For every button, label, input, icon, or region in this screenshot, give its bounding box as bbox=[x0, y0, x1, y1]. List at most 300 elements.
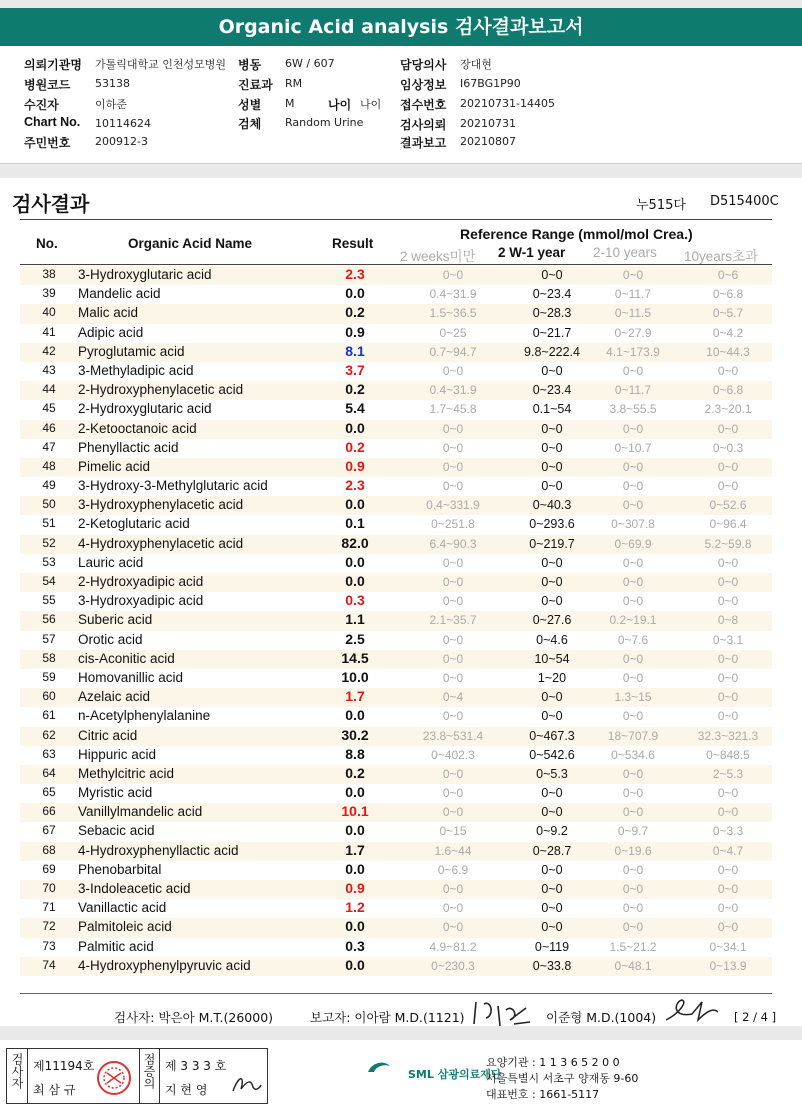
row-no: 73 bbox=[42, 938, 56, 953]
header-ref-col-4: 10years초과 bbox=[684, 249, 759, 264]
row-no: 50 bbox=[42, 497, 56, 512]
row-ref-2w-1y: 0~40.3 bbox=[532, 498, 572, 513]
row-ref-under-2w: 0~0 bbox=[442, 459, 464, 474]
row-ref-2w-1y: 0~0 bbox=[541, 805, 563, 820]
license-name-2: 지 현 영 bbox=[165, 1083, 208, 1097]
row-ref-under-2w: 0~0 bbox=[442, 709, 464, 724]
table-row bbox=[20, 343, 772, 362]
row-result: 0.2 bbox=[345, 304, 365, 321]
license-signature-icon bbox=[229, 1071, 263, 1097]
report-label: 결과보고 bbox=[400, 136, 447, 150]
row-acid-name: 3-Hydroxy-3-Methylglutaric acid bbox=[78, 478, 268, 494]
table-row bbox=[20, 842, 772, 861]
row-acid-name: 3-Indoleacetic acid bbox=[78, 881, 191, 896]
title-ko: 검사결과보고서 bbox=[454, 16, 584, 38]
row-ref-under-2w: 0~25 bbox=[439, 325, 467, 340]
reporter2-signature-icon bbox=[662, 996, 722, 1026]
table-row bbox=[20, 400, 772, 419]
table-row bbox=[20, 381, 772, 400]
table-row bbox=[20, 669, 772, 688]
clinical-label: 임상정보 bbox=[400, 78, 447, 92]
row-result: 2.5 bbox=[345, 630, 365, 647]
row-no: 59 bbox=[42, 669, 56, 684]
row-result: 2.3 bbox=[345, 477, 365, 494]
table-row bbox=[20, 592, 772, 611]
row-ref-2w-1y: 0~28.3 bbox=[532, 306, 572, 321]
row-ref-under-2w: 23.8~531.4 bbox=[422, 728, 484, 743]
row-acid-name: Vanillylmandelic acid bbox=[78, 804, 203, 820]
collector-value: 이하준 bbox=[95, 98, 127, 111]
reporter2-value: 이준형 M.D.(1004) bbox=[546, 1010, 657, 1025]
row-no: 65 bbox=[42, 785, 56, 800]
row-ref-2w-1y: 0~9.2 bbox=[536, 824, 568, 839]
row-ref-2w-1y: 0~0 bbox=[541, 862, 563, 877]
dept-label: 진료과 bbox=[238, 78, 273, 92]
row-no: 57 bbox=[42, 631, 56, 646]
sex-value: M bbox=[285, 97, 295, 110]
row-ref-2w-1y: 0~0 bbox=[541, 268, 563, 282]
row-ref-over-10y: 0~0 bbox=[717, 670, 739, 685]
row-ref-under-2w: 0~4 bbox=[442, 690, 464, 705]
row-ref-2w-1y: 0~0 bbox=[541, 421, 563, 436]
row-acid-name: Mandelic acid bbox=[78, 286, 161, 302]
specimen-label: 검체 bbox=[238, 117, 262, 131]
row-no: 41 bbox=[42, 324, 56, 339]
rrn-value: 200912-3 bbox=[95, 135, 148, 148]
row-ref-over-10y: 0~6 bbox=[717, 268, 739, 282]
row-ref-2w-1y: 0~28.7 bbox=[532, 843, 572, 858]
row-result: 0.3 bbox=[345, 937, 365, 954]
row-result: 0.3 bbox=[345, 592, 365, 609]
chart-value: 10114624 bbox=[95, 117, 151, 130]
table-row bbox=[20, 362, 772, 381]
table-row bbox=[20, 266, 772, 285]
row-ref-over-10y: 0~0 bbox=[717, 882, 739, 896]
row-ref-over-10y: 0~0 bbox=[717, 575, 739, 589]
page-number: [ 2 / 4 ] bbox=[734, 1010, 777, 1024]
row-acid-name: 4-Hydroxyphenylpyruvic acid bbox=[78, 957, 251, 973]
row-ref-over-10y: 2~5.3 bbox=[712, 766, 744, 781]
table-row bbox=[20, 688, 772, 707]
row-ref-over-10y: 0~0 bbox=[717, 862, 739, 877]
row-ref-2w-1y: 0~0 bbox=[541, 363, 563, 378]
row-no: 56 bbox=[42, 612, 56, 627]
tester-value: 박은아 M.T.(26000) bbox=[158, 1010, 274, 1025]
row-ref-2-10y: 0~0 bbox=[622, 498, 644, 513]
row-acid-name: 3-Hydroxyglutaric acid bbox=[78, 267, 212, 282]
row-ref-2-10y: 0.2~19.1 bbox=[609, 613, 657, 628]
header-reference-range: Reference Range (mmol/mol Crea.) bbox=[460, 226, 693, 242]
row-ref-under-2w: 0.4~31.9 bbox=[429, 287, 477, 302]
hospcode-label: 병원코드 bbox=[24, 78, 71, 92]
row-ref-under-2w: 1.6~44 bbox=[434, 843, 472, 858]
row-acid-name: Adipic acid bbox=[78, 324, 144, 340]
row-ref-over-10y: 0~0 bbox=[717, 805, 739, 820]
row-result: 1.7 bbox=[345, 688, 365, 705]
row-ref-2-10y: 1.3~15 bbox=[614, 690, 652, 705]
header-name: Organic Acid Name bbox=[128, 236, 253, 251]
table-row bbox=[20, 899, 772, 918]
row-no: 74 bbox=[42, 957, 56, 972]
row-result: 0.1 bbox=[345, 515, 365, 532]
row-acid-name: 4-Hydroxyphenyllactic acid bbox=[78, 842, 239, 858]
row-ref-under-2w: 0~0 bbox=[442, 632, 464, 647]
header-divider-top bbox=[20, 219, 772, 220]
row-ref-under-2w: 0~0 bbox=[442, 805, 464, 820]
results-table-body bbox=[20, 266, 772, 976]
license-divider bbox=[27, 1049, 28, 1103]
row-ref-under-2w: 0~0 bbox=[442, 268, 464, 282]
patient-info bbox=[0, 46, 802, 164]
row-ref-over-10y: 0~0 bbox=[717, 594, 739, 609]
row-no: 58 bbox=[42, 650, 56, 665]
row-ref-over-10y: 0~3.1 bbox=[712, 632, 744, 647]
row-ref-over-10y: 0~0 bbox=[717, 920, 739, 935]
row-ref-2w-1y: 0~293.6 bbox=[529, 517, 575, 532]
row-acid-name: 2-Ketooctanoic acid bbox=[78, 420, 197, 436]
row-acid-name: 2-Hydroxyglutaric acid bbox=[78, 401, 212, 417]
row-ref-2-10y: 0~0 bbox=[622, 594, 644, 609]
row-result: 82.0 bbox=[341, 534, 369, 551]
table-row bbox=[20, 765, 772, 784]
row-ref-2w-1y: 0.1~54 bbox=[532, 402, 572, 417]
report-title-bar bbox=[0, 8, 802, 46]
row-no: 72 bbox=[42, 919, 56, 934]
age-label: 나이 bbox=[328, 98, 352, 112]
row-acid-name: 2-Hydroxyadipic acid bbox=[78, 574, 204, 589]
row-no: 64 bbox=[42, 765, 56, 780]
table-row bbox=[20, 861, 772, 880]
dept-value: RM bbox=[285, 77, 303, 90]
row-ref-2-10y: 0~307.8 bbox=[611, 517, 655, 532]
row-ref-under-2w: 0~0 bbox=[442, 901, 464, 916]
result-code-1: 누515다 bbox=[636, 198, 686, 213]
row-ref-2-10y: 0~534.6 bbox=[611, 747, 655, 762]
row-result: 0.9 bbox=[345, 323, 365, 340]
row-result: 0.0 bbox=[345, 784, 365, 801]
row-ref-under-2w: 0~0 bbox=[442, 421, 464, 436]
request-label: 검사의뢰 bbox=[400, 118, 447, 132]
row-ref-2-10y: 0~0 bbox=[622, 651, 644, 666]
results-section bbox=[0, 178, 802, 1026]
row-ref-under-2w: 0.4~31.9 bbox=[429, 383, 477, 398]
row-ref-2w-1y: 0~0 bbox=[541, 594, 563, 609]
row-ref-over-10y: 0~0 bbox=[717, 555, 739, 570]
row-ref-2-10y: 0~27.9 bbox=[614, 325, 652, 340]
row-result: 0.0 bbox=[345, 918, 365, 935]
row-acid-name: Pyroglutamic acid bbox=[78, 343, 185, 359]
table-row bbox=[20, 285, 772, 304]
row-result: 0.0 bbox=[345, 956, 365, 973]
table-row bbox=[20, 707, 772, 726]
row-ref-2-10y: 0~0 bbox=[622, 459, 644, 474]
tester-label: 검사자: bbox=[114, 1010, 155, 1025]
row-ref-2-10y: 0~0 bbox=[622, 709, 644, 724]
row-acid-name: 2-Ketoglutaric acid bbox=[78, 516, 190, 532]
row-ref-2w-1y: 0~0 bbox=[541, 575, 563, 589]
row-result: 1.7 bbox=[345, 841, 365, 858]
section-title: 검사결과 bbox=[12, 192, 90, 216]
row-ref-under-2w: 0~0 bbox=[442, 670, 464, 685]
hospital-label: 의뢰기관명 bbox=[24, 58, 82, 72]
row-result: 8.8 bbox=[345, 745, 365, 762]
row-ref-2-10y: 0~0 bbox=[622, 479, 644, 494]
row-ref-under-2w: 4.9~81.2 bbox=[429, 939, 477, 954]
license-no-2: 제 3 3 3 호 bbox=[165, 1059, 227, 1073]
license-name-1: 최 삼 규 bbox=[33, 1083, 76, 1097]
row-result: 0.2 bbox=[345, 438, 365, 455]
row-ref-2w-1y: 0~119 bbox=[534, 939, 570, 954]
row-ref-2w-1y: 9.8~222.4 bbox=[524, 344, 580, 359]
row-acid-name: Pimelic acid bbox=[78, 458, 151, 474]
doctor-value: 장대현 bbox=[460, 58, 492, 71]
row-acid-name: 3-Hydroxyadipic acid bbox=[78, 593, 204, 609]
row-ref-2-10y: 4.1~173.9 bbox=[606, 344, 660, 359]
row-result: 8.1 bbox=[345, 342, 365, 359]
row-acid-name: Vanillactic acid bbox=[78, 900, 167, 916]
license-vertical-2: 점증의 bbox=[142, 1053, 156, 1089]
row-ref-over-10y: 0~52.6 bbox=[709, 498, 747, 513]
row-no: 68 bbox=[42, 842, 56, 857]
table-row bbox=[20, 727, 772, 746]
row-acid-name: Malic acid bbox=[78, 305, 139, 321]
row-no: 47 bbox=[42, 439, 56, 454]
row-acid-name: Lauric acid bbox=[78, 554, 144, 570]
table-row bbox=[20, 304, 772, 323]
hospcode-value: 53138 bbox=[95, 77, 130, 90]
row-ref-2w-1y: 0~0 bbox=[541, 920, 563, 935]
row-ref-2-10y: 3.8~55.5 bbox=[609, 402, 657, 417]
receipt-label: 접수번호 bbox=[400, 98, 447, 112]
row-result: 14.5 bbox=[341, 649, 369, 666]
row-ref-over-10y: 0~4.2 bbox=[712, 325, 744, 340]
row-ref-2w-1y: 0~542.6 bbox=[529, 747, 575, 762]
row-ref-2-10y: 0~10.7 bbox=[614, 440, 652, 455]
row-ref-over-10y: 0~34.1 bbox=[709, 939, 747, 954]
row-ref-2-10y: 0~0 bbox=[622, 882, 644, 896]
row-ref-over-10y: 0~0 bbox=[717, 421, 739, 436]
row-ref-2w-1y: 10~54 bbox=[534, 651, 570, 666]
row-ref-over-10y: 0~848.5 bbox=[706, 747, 750, 762]
row-ref-2-10y: 18~707.9 bbox=[607, 728, 659, 743]
row-no: 55 bbox=[42, 593, 56, 608]
row-result: 0.2 bbox=[345, 381, 365, 398]
row-ref-2-10y: 0~0 bbox=[622, 421, 644, 436]
row-ref-over-10y: 0~0 bbox=[717, 690, 739, 705]
row-result: 0.0 bbox=[345, 285, 365, 302]
row-no: 70 bbox=[42, 881, 56, 895]
row-result: 0.0 bbox=[345, 822, 365, 839]
row-ref-over-10y: 2.3~20.1 bbox=[704, 402, 752, 417]
sml-logo-icon bbox=[366, 1060, 412, 1082]
table-row bbox=[20, 611, 772, 630]
row-no: 71 bbox=[42, 900, 56, 915]
row-ref-over-10y: 0~0 bbox=[717, 651, 739, 666]
row-result: 1.2 bbox=[345, 899, 365, 916]
chart-label: Chart No. bbox=[24, 115, 81, 129]
row-result: 0.0 bbox=[345, 419, 365, 436]
row-no: 43 bbox=[42, 362, 56, 377]
table-row bbox=[20, 957, 772, 976]
row-acid-name: cis-Aconitic acid bbox=[78, 650, 175, 666]
row-ref-under-2w: 0~0 bbox=[442, 555, 464, 570]
row-no: 38 bbox=[42, 267, 56, 281]
row-result: 0.0 bbox=[345, 707, 365, 724]
row-acid-name: 3-Methyladipic acid bbox=[78, 362, 194, 378]
row-ref-2w-1y: 0~23.4 bbox=[532, 383, 572, 398]
row-no: 54 bbox=[42, 574, 56, 588]
row-ref-2-10y: 0~0 bbox=[622, 805, 644, 820]
row-ref-2w-1y: 0~27.6 bbox=[532, 613, 572, 628]
row-ref-2-10y: 0~11.5 bbox=[614, 306, 652, 321]
table-row bbox=[20, 822, 772, 841]
row-ref-2-10y: 0~0 bbox=[622, 920, 644, 935]
row-acid-name: 3-Hydroxyphenylacetic acid bbox=[78, 497, 244, 513]
row-ref-over-10y: 0~0 bbox=[717, 786, 739, 801]
row-ref-over-10y: 0~0 bbox=[717, 363, 739, 378]
tester-signoff bbox=[114, 1008, 273, 1026]
table-row bbox=[20, 515, 772, 534]
table-row bbox=[20, 803, 772, 822]
row-acid-name: Myristic acid bbox=[78, 785, 153, 801]
row-ref-under-2w: 0~251.8 bbox=[431, 517, 475, 532]
row-acid-name: n-Acetylphenylalanine bbox=[78, 708, 211, 724]
row-acid-name: Phenyllactic acid bbox=[78, 439, 179, 455]
report-value: 20210807 bbox=[460, 135, 516, 148]
row-ref-under-2w: 0~0 bbox=[442, 651, 464, 666]
row-no: 60 bbox=[42, 689, 56, 704]
row-ref-2-10y: 0~11.7 bbox=[614, 287, 652, 302]
hospital-value: 가톨릭대학교 인천성모병원 bbox=[95, 58, 227, 71]
row-acid-name: 2-Hydroxyphenylacetic acid bbox=[78, 382, 244, 398]
row-no: 67 bbox=[42, 823, 56, 838]
row-result: 0.0 bbox=[345, 860, 365, 877]
table-row bbox=[20, 535, 772, 554]
table-row bbox=[20, 880, 772, 899]
row-result: 0.2 bbox=[345, 764, 365, 781]
row-ref-2-10y: 0~48.1 bbox=[614, 958, 652, 973]
row-ref-over-10y: 0~6.8 bbox=[712, 287, 744, 302]
row-result: 30.2 bbox=[341, 726, 369, 743]
row-no: 45 bbox=[42, 401, 56, 416]
row-ref-2w-1y: 0~4.6 bbox=[536, 632, 568, 647]
institution-code: 요양기관 : 1 1 3 6 5 2 0 0 bbox=[486, 1056, 620, 1069]
row-ref-under-2w: 0.7~94.7 bbox=[429, 344, 477, 359]
request-value: 20210731 bbox=[460, 117, 516, 130]
row-no: 51 bbox=[42, 516, 56, 531]
row-result: 10.1 bbox=[341, 803, 369, 820]
row-no: 52 bbox=[42, 535, 56, 550]
header-ref-col-2: 2 W-1 year bbox=[498, 245, 566, 260]
table-row bbox=[20, 439, 772, 458]
row-no: 66 bbox=[42, 804, 56, 819]
row-result: 0.9 bbox=[345, 457, 365, 474]
header-ref-col-3: 2-10 years bbox=[593, 245, 657, 260]
result-code-2: D515400C bbox=[710, 194, 779, 209]
table-row bbox=[20, 938, 772, 957]
row-ref-under-2w: 6.4~90.3 bbox=[429, 536, 477, 551]
row-ref-under-2w: 0~0 bbox=[442, 479, 464, 494]
row-ref-2-10y: 0~0 bbox=[622, 575, 644, 589]
table-row bbox=[20, 573, 772, 592]
row-ref-2-10y: 1.5~21.2 bbox=[609, 939, 657, 954]
row-ref-under-2w: 1.5~36.5 bbox=[429, 306, 477, 321]
row-ref-2-10y: 0~69.9 bbox=[614, 536, 652, 551]
row-ref-over-10y: 32.3~321.3 bbox=[697, 728, 759, 743]
address: 서울특별시 서초구 양재동 9-60 bbox=[486, 1072, 639, 1085]
row-ref-under-2w: 0~0 bbox=[442, 882, 464, 896]
row-no: 69 bbox=[42, 861, 56, 876]
row-ref-2w-1y: 0~33.8 bbox=[532, 958, 572, 973]
row-ref-2-10y: 0~11.7 bbox=[614, 383, 652, 398]
table-row bbox=[20, 420, 772, 439]
row-acid-name: Sebacic acid bbox=[78, 823, 155, 839]
footer-divider bbox=[20, 993, 772, 994]
age-value: 나이 bbox=[360, 98, 382, 111]
row-ref-2-10y: 0~7.6 bbox=[617, 632, 649, 647]
row-result: 0.0 bbox=[345, 496, 365, 513]
license-divider-3 bbox=[159, 1049, 160, 1103]
header-divider-bottom bbox=[20, 264, 772, 265]
reporter-signoff bbox=[310, 1008, 465, 1026]
row-ref-over-10y: 0~8 bbox=[717, 613, 739, 628]
title-en: Organic Acid analysis bbox=[218, 16, 449, 38]
seal-icon bbox=[95, 1059, 133, 1097]
row-ref-2w-1y: 0~0 bbox=[541, 709, 563, 724]
row-acid-name: Phenobarbital bbox=[78, 861, 162, 877]
table-row bbox=[20, 477, 772, 496]
table-row bbox=[20, 784, 772, 803]
row-no: 63 bbox=[42, 746, 56, 761]
row-ref-under-2w: 0~0 bbox=[442, 594, 464, 609]
row-ref-2-10y: 0~0 bbox=[622, 670, 644, 685]
row-ref-2-10y: 0~19.6 bbox=[614, 843, 652, 858]
row-acid-name: Hippuric acid bbox=[78, 746, 157, 762]
row-result: 5.4 bbox=[345, 400, 365, 417]
table-row bbox=[20, 458, 772, 477]
table-row bbox=[20, 496, 772, 515]
table-row bbox=[20, 324, 772, 343]
row-ref-under-2w: 0.4~331.9 bbox=[426, 498, 480, 513]
row-ref-over-10y: 0~0.3 bbox=[712, 440, 744, 455]
license-box bbox=[6, 1048, 268, 1104]
row-no: 39 bbox=[42, 286, 56, 301]
row-ref-under-2w: 0~0 bbox=[442, 575, 464, 589]
row-no: 44 bbox=[42, 382, 56, 397]
row-ref-under-2w: 1.7~45.8 bbox=[429, 402, 477, 417]
row-ref-over-10y: 0~0 bbox=[717, 459, 739, 474]
header-result: Result bbox=[332, 236, 374, 251]
row-result: 0.0 bbox=[345, 573, 365, 589]
license-divider-2 bbox=[139, 1049, 140, 1103]
sex-label: 성별 bbox=[238, 98, 262, 112]
row-ref-2w-1y: 0~21.7 bbox=[532, 325, 572, 340]
collector-label: 수진자 bbox=[24, 98, 59, 112]
row-acid-name: 4-Hydroxyphenylacetic acid bbox=[78, 535, 244, 551]
row-result: 0.0 bbox=[345, 553, 365, 570]
row-acid-name: Palmitoleic acid bbox=[78, 919, 172, 935]
row-acid-name: Suberic acid bbox=[78, 612, 153, 628]
doctor-label: 담당의사 bbox=[400, 58, 447, 72]
row-ref-under-2w: 2.1~35.7 bbox=[429, 613, 477, 628]
table-row bbox=[20, 918, 772, 937]
row-acid-name: Orotic acid bbox=[78, 631, 143, 647]
row-acid-name: Homovanillic acid bbox=[78, 669, 184, 685]
row-ref-over-10y: 0~13.9 bbox=[709, 958, 747, 973]
phone: 대표번호 : 1661-5117 bbox=[486, 1088, 600, 1101]
row-ref-2w-1y: 0~0 bbox=[541, 901, 563, 916]
specimen-value: Random Urine bbox=[285, 116, 364, 129]
